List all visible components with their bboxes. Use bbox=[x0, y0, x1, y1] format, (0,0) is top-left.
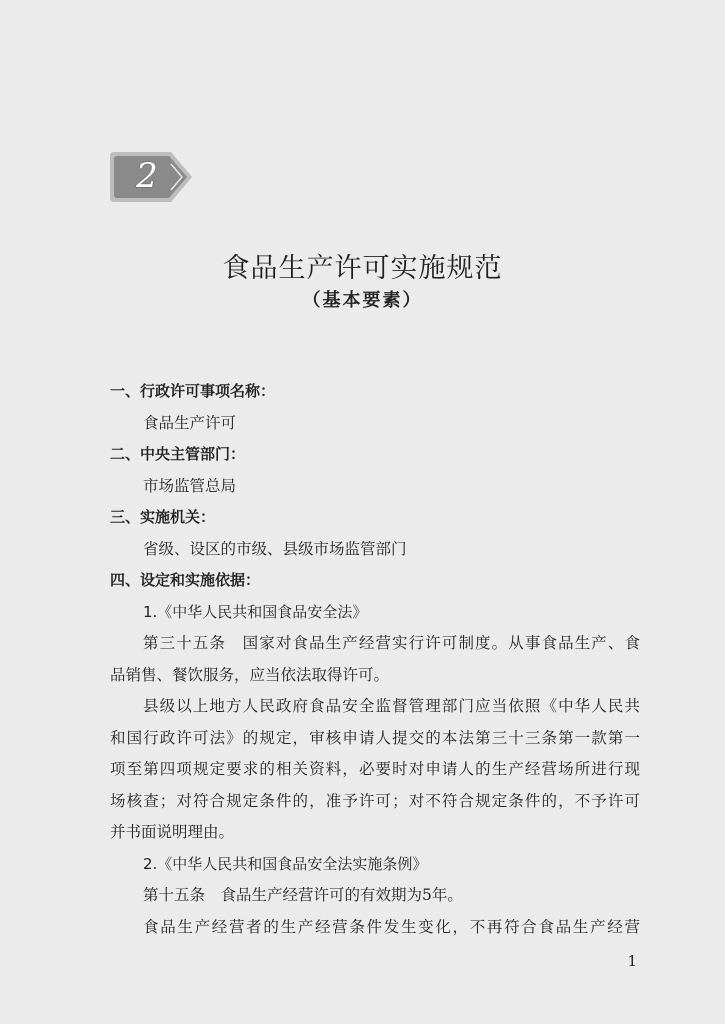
law-title: 1.《中华人民共和国食品安全法》 bbox=[143, 602, 368, 621]
document-body bbox=[110, 376, 640, 943]
paragraph-line: 食品生产经营者的生产经营条件发生变化，不再符合食品生产经营 bbox=[143, 917, 640, 936]
section-content: 省级、设区的市级、县级市场监管部门 bbox=[143, 539, 407, 558]
chapter-number: 2 bbox=[136, 156, 158, 196]
page-title: 食品生产许可实施规范 bbox=[222, 253, 503, 284]
paragraph-line: 县级以上地方人民政府食品安全监督管理部门应当依照《中华人民共 bbox=[143, 697, 640, 715]
section-content: 食品生产许可 bbox=[143, 413, 237, 432]
paragraph-line: 和国行政许可法》的规定，审核申请人提交的本法第三十三条第一款第一 bbox=[110, 728, 640, 747]
paragraph-line: 项至第四项规定要求的相关资料，必要时对申请人的生产经营场所进行现 bbox=[110, 760, 640, 778]
section-heading: 三、实施机关： bbox=[110, 508, 216, 526]
section-content: 市场监管总局 bbox=[143, 476, 237, 495]
page-number: 1 bbox=[627, 952, 637, 970]
paragraph-line: 品销售、餐饮服务，应当依法取得许可。 bbox=[110, 665, 390, 684]
paragraph-line: 第三十五条 国家对食品生产经营实行许可制度。从事食品生产、食 bbox=[143, 634, 640, 652]
section-heading: 二、中央主管部门： bbox=[110, 445, 246, 463]
law-title: 2.《中华人民共和国食品安全法实施条例》 bbox=[143, 854, 428, 873]
paragraph-line: 第十五条 食品生产经营许可的有效期为5年。 bbox=[143, 886, 463, 904]
section-heading: 一、行政许可事项名称： bbox=[110, 382, 276, 400]
paragraph-line: 并书面说明理由。 bbox=[110, 823, 235, 841]
chapter-badge bbox=[109, 151, 193, 203]
paragraph-line: 场核查；对符合规定条件的，准予许可；对不符合规定条件的，不予许可 bbox=[110, 791, 640, 810]
section-heading: 四、设定和实施依据： bbox=[110, 571, 261, 589]
page-subtitle: （基本要素） bbox=[302, 290, 423, 311]
